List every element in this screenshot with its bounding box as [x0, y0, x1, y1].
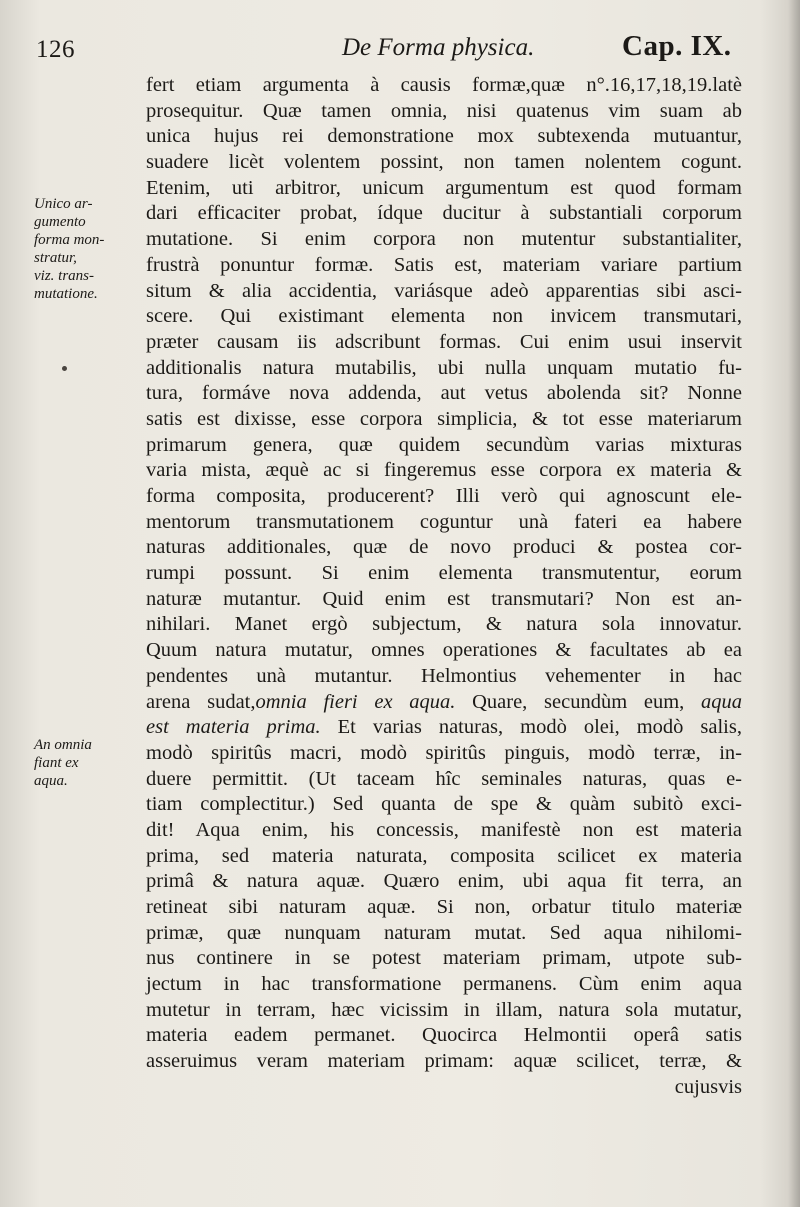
text-line: forma composita, producerent? Illi verò qui agnoscunt ele- [146, 485, 742, 507]
margin-note-line: gumento [34, 214, 86, 230]
page-number: 126 [36, 36, 75, 63]
text-line: prima, sed materia naturata, composita scilicet ex materia [146, 844, 742, 867]
text-line: primæ, quæ nunquam naturam mutat. Sed aqua nihilomi- [146, 921, 742, 944]
text-line: Etenim, uti arbitror, unicum argumentum est quod formam [146, 176, 742, 199]
text-line: est materia prima. Et varias naturas, modò olei, modò salis, [146, 716, 742, 739]
text-line: Quum natura mutatur, omnes operationes & facultates ab ea [146, 639, 742, 662]
text-line: fert etiam argumenta à causis formæ,quæ n°.16,17,18,19.latè [146, 74, 742, 96]
text-line: nus continere in se potest materiam primam, utpote sub- [146, 947, 742, 970]
margin-note-unico-argumento [34, 195, 138, 303]
text-line: duere permittit. (Ut taceam hîc seminales naturas, quas e- [146, 767, 742, 790]
margin-note-line: Unico ar- [34, 196, 93, 212]
ink-speck [62, 366, 67, 371]
text-line: satis est dixisse, esse corpora simplicia, & tot esse materiarum [146, 407, 742, 430]
text-line: frustrà ponuntur formæ. Satis est, materiam variare partium [146, 253, 742, 276]
catchword: cujusvis [674, 1075, 742, 1098]
body-text [146, 73, 742, 1101]
text-line: præter causam iis adscribunt formas. Cui enim usui inservit [146, 330, 742, 353]
text-line: retineat sibi naturam aquæ. Si non, orbatur titulo materiæ [146, 896, 742, 918]
text-line: pendentes unà mutantur. Helmontius vehementer in hac [146, 664, 742, 687]
text-line: scere. Qui existimant elementa non invicem transmutari, [146, 305, 742, 328]
text-line: mutetur in terram, hæc vicissim in illam, natura sola mutatur, [146, 998, 742, 1021]
text-line: primarum genera, quæ quidem secundùm varias mixturas [146, 433, 742, 456]
text-line: mentorum transmutationem coguntur unà fateri ea habere [146, 510, 742, 533]
text-line: dari efficaciter probat, ídque ducitur à substantiali corporum [146, 202, 742, 225]
text-line: additionalis natura mutabilis, ubi nulla unquam mutatio fu- [146, 356, 742, 379]
text-line: unica hujus rei demonstratione mox subtexenda mutuantur, [146, 125, 742, 148]
text-line: arena sudat,omnia fieri ex aqua. Quare, secundùm eum, aqua [146, 690, 742, 713]
margin-note-line: forma mon- [34, 232, 105, 248]
text-line: nihilari. Manet ergò subjectum, & natura sola innovatur. [146, 613, 742, 636]
text-line: suadere licèt volentem possint, non tamen nolentem cogunt. [146, 151, 742, 174]
text-line: rumpi possunt. Si enim elementa transmutentur, eorum [146, 562, 742, 585]
margin-note-line: mutatione. [34, 286, 98, 302]
text-line: tiam complectitur.) Sed quanta de spe & quàm subitò exci- [146, 793, 742, 816]
text-line: tura, formáve nova addenda, aut vetus abolenda sit? Nonne [146, 382, 742, 405]
margin-note-line: aqua. [34, 773, 68, 789]
chapter-label: Cap. IX. [622, 30, 732, 62]
margin-note-line: fiant ex [34, 755, 79, 771]
margin-note-line: stratur, [34, 250, 77, 266]
text-line: asseruimus veram materiam primam: aquæ scilicet, terræ, & [146, 1050, 742, 1073]
text-line: primâ & natura aquæ. Quæro enim, ubi aqua fit terra, an [146, 870, 742, 893]
page-header [0, 26, 800, 66]
text-line: situm & alia accidentia, variásque adeò apparentias sibi asci- [146, 279, 742, 302]
text-line: dit! Aqua enim, his concessis, manifestè non est materia [146, 818, 742, 841]
running-title: De Forma physica. [342, 34, 535, 61]
text-line: varia mista, æquè ac si fingeremus esse corpora ex materia & [146, 459, 742, 482]
margin-note-line: An omnia [34, 737, 92, 753]
text-line: naturas additionales, quæ de novo produci & postea cor- [146, 536, 742, 559]
margin-note-an-omnia [34, 736, 138, 790]
text-line: jectum in hac transformatione permanens. Cùm enim aqua [146, 973, 742, 996]
page-edge-shadow [788, 0, 800, 1207]
text-line: modò spiritûs macri, modò spiritûs pinguis, modò terræ, in- [146, 741, 742, 764]
text-line: naturæ mutantur. Quid enim est transmutari? Non est an- [146, 587, 742, 610]
margin-note-line: viz. trans- [34, 268, 94, 284]
text-line: mutatione. Si enim corpora non mutentur substantialiter, [146, 228, 742, 251]
text-line: prosequitur. Quæ tamen omnia, nisi quatenus vim suam ab [146, 99, 742, 122]
text-line: materia eadem permanet. Quocirca Helmontii operâ satis [146, 1024, 742, 1047]
